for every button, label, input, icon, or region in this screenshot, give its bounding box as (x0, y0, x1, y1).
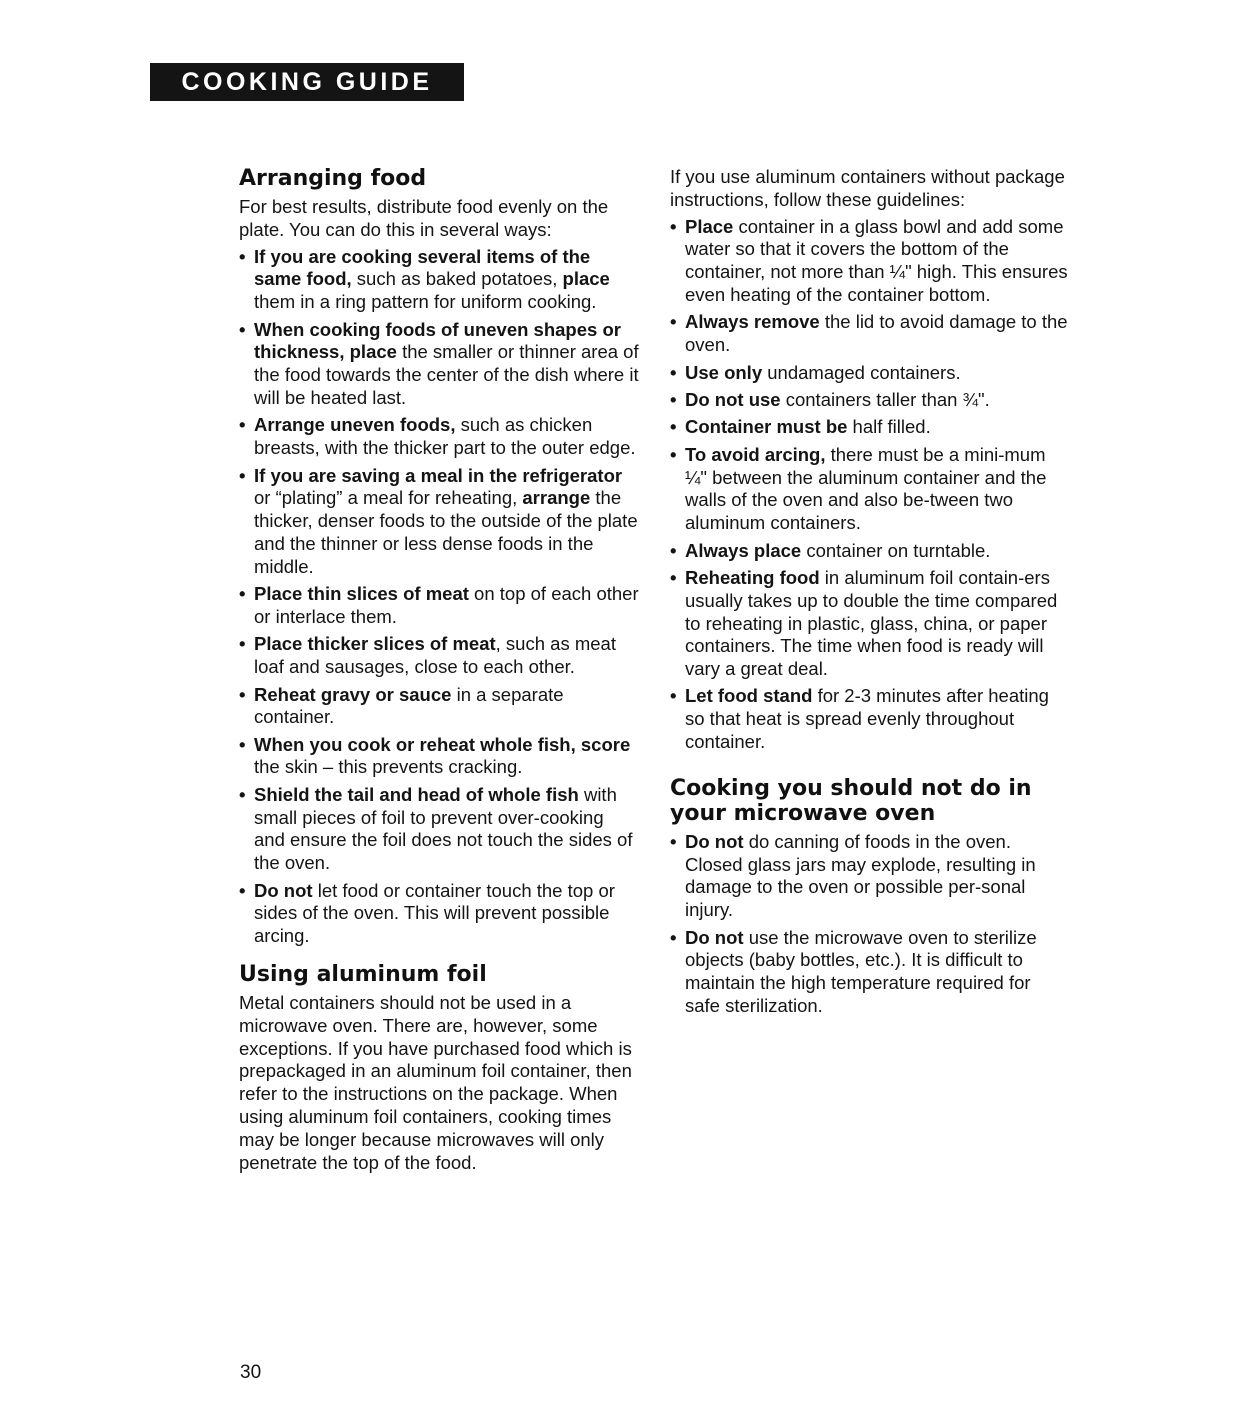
bullet-icon: • (239, 464, 246, 486)
cooking-not-do-list (670, 831, 1070, 1018)
bullet-icon: • (239, 633, 246, 655)
bullet-icon: • (670, 685, 677, 707)
list-item (239, 734, 639, 780)
bullet-icon: • (670, 443, 677, 465)
item-text: the lid to avoid damage to the oven. (685, 311, 1068, 356)
right-column (670, 166, 1070, 1022)
item-bold-lead: Let food stand (685, 685, 813, 707)
item-text: undamaged containers. (762, 361, 961, 383)
item-text: or “plating” a meal for reheating, (254, 487, 523, 509)
item-bold-lead: Shield the tail and head of whole fish (254, 783, 579, 805)
item-bold-lead: Always remove (685, 311, 820, 333)
list-item (670, 831, 1070, 922)
bullet-icon: • (239, 414, 246, 436)
item-text: containers taller than ¾". (780, 388, 990, 410)
item-bold-lead: Always place (685, 539, 802, 561)
list-item (239, 784, 639, 875)
item-text: container on turntable. (801, 539, 991, 561)
item-bold-lead: Container must be (685, 416, 848, 438)
list-item (239, 583, 639, 629)
bullet-icon: • (670, 311, 677, 333)
list-item (670, 927, 1070, 1018)
item-text: such as chicken breasts, with the thicker part to the outer edge. (254, 414, 636, 459)
bullet-icon: • (239, 245, 246, 267)
item-text: in aluminum foil contain-ers usually takes up to double the time compared to reheating in plastic, glass, china, or paper containers. The time when food is ready will vary a great deal. (685, 566, 1058, 680)
bullet-icon: • (670, 416, 677, 438)
item-bold-lead: Reheating food (685, 566, 820, 588)
item-text: such as baked potatoes, (351, 268, 563, 290)
item-text: on top of each other or interlace them. (254, 583, 639, 627)
list-item (670, 362, 1070, 385)
list-item (670, 685, 1070, 753)
item-bold-lead: Place thicker slices of meat (254, 633, 496, 655)
item-bold-lead: Arrange uneven foods, (254, 414, 456, 436)
bullet-icon: • (670, 566, 677, 588)
arranging-food-list (239, 246, 639, 948)
item-bold-lead: Do not (685, 926, 744, 948)
item-bold-lead: When you cook or reheat whole fish, score (254, 733, 631, 755)
item-text: for 2-3 minutes after heating so that heat is spread evenly throughout container. (685, 685, 1049, 753)
item-bold-lead: Reheat gravy or sauce (254, 683, 452, 705)
arranging-food-heading: Arranging food (239, 166, 427, 191)
aluminum-foil-body: Metal containers should not be used in a microwave oven. There are, however, some exceptions. If you have purchased food which is prepackaged in an aluminum foil container, then refer to the instructions on the package. When using aluminum foil containers, cooking times may be longer because microwaves will only penetrate the top of the food. (239, 992, 632, 1173)
bullet-icon: • (670, 830, 677, 852)
item-text: in a separate container. (254, 683, 564, 728)
bullet-icon: • (670, 926, 677, 948)
list-item (670, 389, 1070, 412)
bullet-icon: • (239, 318, 246, 340)
list-item (239, 414, 639, 460)
item-text: the smaller or thinner area of the food towards the center of the dish where it will be heated last. (254, 341, 639, 408)
section-banner: COOKING GUIDE (150, 63, 464, 101)
list-item (239, 880, 639, 948)
item-bold-lead: Do not (685, 830, 744, 852)
item-text: , such as meat loaf and sausages, close to each other. (254, 633, 616, 678)
item-text-tail: the thicker, denser foods to the outside of the plate and the thinner or less dense foods in the middle. (254, 487, 638, 577)
left-column (239, 166, 639, 1178)
item-bold-lead: Use only (685, 361, 763, 383)
bullet-icon: • (670, 215, 677, 237)
arranging-food-intro: For best results, distribute food evenly on the plate. You can do this in several ways: (239, 196, 609, 240)
item-text: half filled. (847, 416, 931, 438)
list-item (239, 319, 639, 410)
bullet-icon: • (670, 388, 677, 410)
list-item (670, 444, 1070, 535)
bullet-icon: • (239, 879, 246, 901)
bullet-icon: • (239, 683, 246, 705)
bullet-icon: • (239, 733, 246, 755)
list-item (239, 684, 639, 730)
item-bold-lead: Place (685, 215, 734, 237)
item-text: the skin – this prevents cracking. (254, 756, 523, 778)
item-bold-lead: When cooking foods of uneven shapes or thickness, place (254, 318, 621, 363)
aluminum-foil-heading: Using aluminum foil (239, 962, 487, 988)
item-text: container in a glass bowl and add some water so that it covers the bottom of the container, not more than ¼" high. This ensures even heating of the container bottom. (685, 215, 1068, 305)
item-bold-lead: Do not (254, 879, 313, 901)
item-bold-lead: If you are cooking several items of the same food, (254, 245, 591, 290)
list-item (670, 216, 1070, 307)
item-text-tail: them in a ring pattern for uniform cooking. (254, 291, 597, 313)
item-text: with small pieces of foil to prevent over-cooking and ensure the foil does not touch the sides of the oven. (254, 783, 633, 874)
bullet-icon: • (239, 583, 246, 605)
item-bold-mid: place (562, 268, 610, 290)
list-item (239, 633, 639, 679)
list-item (239, 246, 639, 314)
item-bold-lead: Do not use (685, 388, 781, 410)
list-item (670, 416, 1070, 439)
list-item (670, 540, 1070, 563)
item-text: do canning of foods in the oven. Closed glass jars may explode, resulting in damage to the oven or possible per-sonal injury. (685, 830, 1036, 921)
list-item (670, 567, 1070, 681)
item-text: there must be a mini-mum ¼" between the aluminum container and the walls of the oven and also be-tween two aluminum containers. (685, 443, 1047, 534)
bullet-icon: • (670, 539, 677, 561)
cooking-not-do-heading: Cooking you should not do in your microwave oven (670, 775, 1032, 826)
list-item (670, 311, 1070, 357)
item-bold-lead: If you are saving a meal in the refrigerator (254, 464, 623, 486)
page-number: 30 (240, 1362, 262, 1383)
item-bold-lead: Place thin slices of meat (254, 583, 469, 605)
item-bold-mid: arrange (522, 487, 591, 509)
aluminum-guidelines-intro: If you use aluminum containers without package instructions, follow these guidelines: (670, 166, 1065, 210)
item-text: use the microwave oven to sterilize objects (baby bottles, etc.). It is difficult to maintain the high temperature required for safe sterilization. (685, 926, 1037, 1017)
aluminum-guidelines-list (670, 216, 1070, 754)
item-bold-lead: To avoid arcing, (685, 443, 826, 465)
list-item (239, 465, 639, 579)
item-text: let food or container touch the top or sides of the oven. This will prevent possible arcing. (254, 879, 615, 947)
bullet-icon: • (670, 361, 677, 383)
bullet-icon: • (239, 783, 246, 805)
